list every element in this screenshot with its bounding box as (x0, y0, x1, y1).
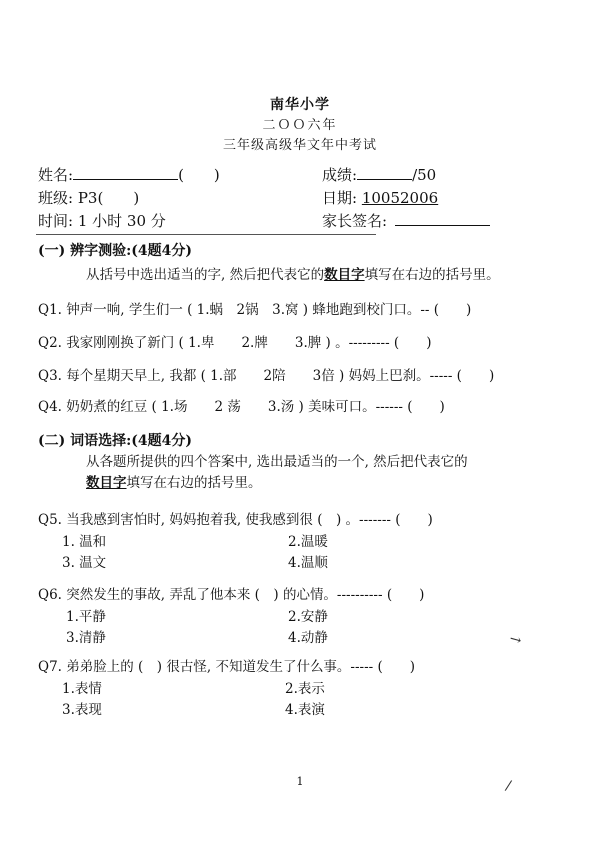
section1-bold-word: 数目字 (324, 267, 365, 283)
name-field (38, 164, 220, 185)
parent-signature-field (322, 210, 490, 231)
question-q1: Q1. 钟声一响, 学生们一 ( 1.蜗 2锅 3.窝 ) 蜂地跑到校门口。-- ( ) (38, 302, 472, 318)
name-paren: ( ) (178, 166, 220, 184)
question-q5: Q5. 当我感到害怕时, 妈妈抱着我, 使我感到很 ( ) 。------- ( ) (38, 512, 433, 528)
section2-title: (二) 词语选择:(4题4分) (38, 433, 193, 449)
exam-title: 三年级高级华文年中考试 (222, 138, 377, 153)
class-field (38, 187, 139, 208)
score-total: /50 (412, 166, 437, 184)
q7-option-3: 3.表现 (62, 702, 102, 718)
section1-title: (一) 辨字测验:(4题4分) (38, 243, 193, 259)
scan-speck: ↘ (506, 630, 525, 650)
date-field (322, 187, 438, 208)
date-label: 日期: (322, 189, 358, 207)
q5-option-1: 1. 温和 (62, 534, 107, 550)
q5-option-3: 3. 温文 (62, 555, 107, 571)
name-blank[interactable] (73, 165, 178, 180)
page-number: 1 (296, 775, 304, 788)
q7-option-1: 1.表情 (62, 681, 102, 697)
exam-year: 二ＯＯ六年 (262, 118, 338, 133)
school-name: 南华小学 (270, 97, 330, 113)
time-field (38, 210, 166, 231)
q6-option-3: 3.清静 (66, 630, 106, 646)
section2-instruction-line1: 从各题所提供的四个答案中, 选出最适当的一个, 然后把代表它的 (86, 454, 468, 470)
question-q2: Q2. 我家刚刚换了新门 ( 1.卑 2.牌 3.脾 ) 。--------- ( ) (38, 335, 432, 351)
q7-option-2: 2.表示 (285, 681, 325, 697)
date-value: 10052006 (361, 189, 439, 207)
q5-option-2: 2.温暖 (288, 534, 328, 550)
score-label: 成绩: (322, 166, 358, 184)
q5-option-4: 4.温顺 (288, 555, 328, 571)
scan-mark: / (504, 777, 513, 795)
time-value: 1 小时 30 分 (77, 212, 166, 230)
question-q3: Q3. 每个星期天早上, 我都 ( 1.部 2陪 3倍 ) 妈妈上巴刹。----- ( ) (38, 368, 495, 384)
q7-option-4: 4.表演 (285, 702, 325, 718)
section2-instruction-line2: 数目字填写在右边的括号里。 (86, 475, 262, 491)
class-value: P3( ) (77, 189, 140, 207)
section-divider (36, 234, 376, 235)
q6-option-4: 4.动静 (288, 630, 328, 646)
q6-option-1: 1.平静 (66, 609, 106, 625)
time-label: 时间: (38, 212, 74, 230)
score-blank[interactable] (357, 165, 412, 180)
class-label: 班级: (38, 189, 74, 207)
parent-signature-blank[interactable] (395, 211, 490, 226)
section2-bold-word: 数目字 (86, 475, 127, 491)
name-label: 姓名: (38, 166, 74, 184)
parent-label: 家长签名: (322, 212, 388, 230)
question-q7: Q7. 弟弟脸上的 ( ) 很古怪, 不知道发生了什么事。----- ( ) (38, 659, 416, 675)
q6-option-2: 2.安静 (288, 609, 328, 625)
score-field (322, 164, 436, 185)
section1-instruction: 从括号中选出适当的字, 然后把代表它的数目字填写在右边的括号里。 (86, 267, 500, 283)
question-q4: Q4. 奶奶煮的红豆 ( 1.场 2 荡 3.汤 ) 美味可口。------ ( ) (38, 399, 445, 415)
question-q6: Q6. 突然发生的事故, 弄乱了他本来 ( ) 的心情。---------- ( ) (38, 587, 425, 603)
